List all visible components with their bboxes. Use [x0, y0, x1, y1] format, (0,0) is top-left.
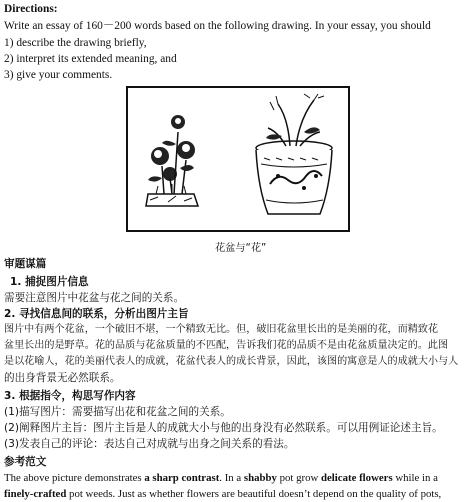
- sample-line-2: [4, 489, 441, 500]
- step3-line-3: (3)发表自己的评论：表达自己对成就与出身之间关系的看法。: [4, 438, 295, 450]
- sample-text: while in a: [392, 472, 438, 484]
- planning-heading: 审题谋篇: [4, 258, 47, 270]
- step2-line-1: 图片中有两个花盆，一个破旧不堪，一个精致无比。但，破旧花盆里长出的是美丽的花，而精致花: [4, 324, 439, 335]
- finely-crafted-pot: [256, 141, 332, 214]
- step2-line-4: 的出身背景无必然联系。: [4, 372, 121, 384]
- weeds: [266, 94, 324, 146]
- step2-title: 2. 寻找信息间的联系，分析出图片主旨: [4, 308, 189, 320]
- sample-text: . In a: [219, 472, 244, 484]
- directions-item-3: 3) give your comments.: [4, 69, 113, 81]
- step3-title: 3. 根据指令，构思写作内容: [4, 390, 136, 402]
- sample-bold-phrase: delicate flowers: [321, 472, 393, 484]
- sample-text: The above picture demonstrates: [4, 472, 145, 484]
- directions-heading: Directions:: [4, 3, 58, 15]
- sample-line-1: [4, 473, 438, 484]
- step3-line-2: (2)阐释图片主旨：图片主旨是人的成就大小与他的出身没有必然联系。可以用例证论述主旨。: [4, 422, 443, 434]
- step2-line-3: 是以花喻人，花的美丽代表人的成就，花盆代表人的成长背景，因此，该图的寓意是人的成就大小与人: [4, 356, 459, 367]
- step3-line-1: (1)描写图片：需要描写出花和花盆之间的关系。: [4, 406, 231, 418]
- directions-intro: Write an essay of 160－200 words based on the following drawing. In your essay, you should: [4, 20, 431, 32]
- flowerpot-illustration: [128, 88, 348, 230]
- sample-bold-phrase: a sharp contrast: [144, 472, 220, 484]
- directions-item-1: 1) describe the drawing briefly,: [4, 37, 147, 49]
- shabby-pot: [146, 184, 198, 206]
- directions-item-2: 2) interpret its extended meaning, and: [4, 53, 177, 65]
- sample-bold-phrase: shabby: [243, 472, 277, 484]
- sample-heading: 参考范文: [4, 456, 47, 468]
- step1-text: 需要注意图片中花盆与花之间的关系。: [4, 292, 185, 304]
- sample-bold-phrase: finely-crafted: [4, 488, 67, 500]
- flowerpot-drawing: [126, 86, 350, 232]
- sample-text: pot weeds. Just as whether flowers are beautiful doesn’t depend on the quality of pots,: [66, 488, 442, 500]
- sample-text: pot grow: [276, 472, 321, 484]
- step2-line-2: 盆里长出的是野草。花的品质与花盆质量的不匹配，告诉我们花的品质不是由花盆质量决定的。此图: [4, 340, 449, 351]
- delicate-flowers: [148, 115, 195, 194]
- step1-title: 1. 捕捉图片信息: [10, 276, 89, 288]
- figure-caption: 花盆与“花”: [215, 243, 267, 254]
